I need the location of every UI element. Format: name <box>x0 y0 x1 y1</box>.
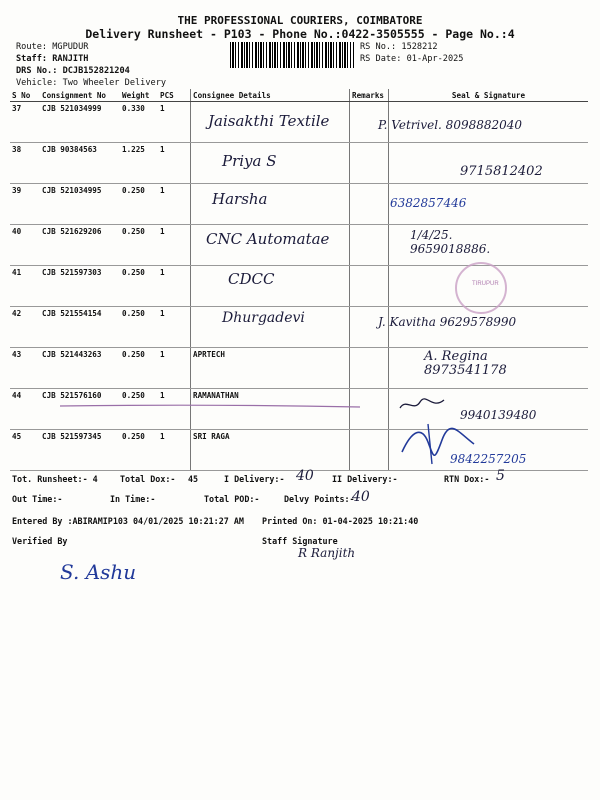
verified-by: Verified By <box>12 536 68 546</box>
cell-consignment-no: CJB 521554154 <box>40 307 120 348</box>
cell-sno: 45 <box>10 430 40 471</box>
rs-no: RS No.: 1528212 <box>360 42 438 52</box>
col-seal: Seal & Signature <box>389 89 589 102</box>
cell-consignment-no: CJB 521443263 <box>40 348 120 389</box>
cell-remarks <box>350 266 389 307</box>
seal-stamp-text: TIRUPUR <box>472 281 499 287</box>
cell-weight: 0.250 <box>120 348 158 389</box>
hand-sig-37: P. Vetrivel. 8098882040 <box>378 118 523 132</box>
staff: Staff: RANJITH <box>16 54 89 64</box>
cell-remarks <box>350 389 389 430</box>
hand-sig-42: J. Kavitha 9629578990 <box>378 315 517 329</box>
signature-scribble-44 <box>398 396 448 414</box>
cell-sno: 37 <box>10 102 40 143</box>
col-sno: S No <box>10 89 40 102</box>
table-row <box>10 184 588 225</box>
cell-weight: 0.250 <box>120 184 158 225</box>
cell-sno: 38 <box>10 143 40 184</box>
ii-delivery-label: II Delivery:- <box>332 474 398 484</box>
total-pod: Total POD:- <box>204 494 260 504</box>
cell-pcs: 1 <box>158 102 191 143</box>
company-title: THE PROFESSIONAL COURIERS, COIMBATORE <box>177 14 423 27</box>
cell-remarks <box>350 184 389 225</box>
runsheet-subtitle: Delivery Runsheet - P103 - Phone No.:0422-3505555 - Page No.:4 <box>85 27 515 41</box>
delvy-points-value: 40 <box>352 489 370 505</box>
cell-weight: 1.225 <box>120 143 158 184</box>
cell-consignment-no: CJB 90384563 <box>40 143 120 184</box>
staff-signature-hand: R Ranjith <box>298 546 356 560</box>
col-pcs: PCS <box>158 89 191 102</box>
delvy-points-label: Delvy Points:- <box>284 494 355 504</box>
drs-no: DRS No.: DCJB152821204 <box>16 66 130 76</box>
verified-signature-hand: S. Ashu <box>60 560 137 584</box>
hand-consignee-42: Dhurgadevi <box>222 310 305 326</box>
cell-pcs: 1 <box>158 266 191 307</box>
out-time: Out Time:- <box>12 494 63 504</box>
cell-pcs: 1 <box>158 389 191 430</box>
cell-consignee: APRTECH <box>191 348 350 389</box>
table-header <box>10 89 588 102</box>
cell-consignment-no: CJB 521576160 <box>40 389 120 430</box>
cell-remarks <box>350 430 389 471</box>
cell-sno: 40 <box>10 225 40 266</box>
i-delivery-label: I Delivery:- <box>224 474 285 484</box>
entered-by: Entered By :ABIRAMIP103 04/01/2025 10:21:27 AM <box>12 516 244 526</box>
rtn-dox-label: RTN Dox:- <box>444 474 490 484</box>
hand-sig-45: 9842257205 <box>450 452 527 466</box>
cell-sno: 41 <box>10 266 40 307</box>
cell-remarks <box>350 225 389 266</box>
cell-pcs: 1 <box>158 143 191 184</box>
cell-consignment-no: CJB 521629206 <box>40 225 120 266</box>
hand-consignee-39: Harsha <box>212 190 268 208</box>
cell-consignment-no: CJB 521597303 <box>40 266 120 307</box>
i-delivery-value: 40 <box>296 468 314 484</box>
hand-sig-38: 9715812402 <box>460 164 543 179</box>
tot-runsheet: Tot. Runsheet:- 4 <box>12 474 98 484</box>
rs-block <box>360 41 463 65</box>
cell-sno: 39 <box>10 184 40 225</box>
cell-consignment-no: CJB 521034995 <box>40 184 120 225</box>
route: Route: MGPUDUR <box>16 42 89 52</box>
hand-sig-44: 9940139480 <box>460 408 537 422</box>
cell-consignment-no: CJB 521034999 <box>40 102 120 143</box>
cell-weight: 0.250 <box>120 389 158 430</box>
cell-sno: 43 <box>10 348 40 389</box>
signature-scribble-45 <box>398 422 478 466</box>
rs-date: RS Date: 01-Apr-2025 <box>360 54 464 64</box>
staff-signature-label: Staff Signature <box>262 536 338 546</box>
cell-pcs: 1 <box>158 307 191 348</box>
cell-sno: 44 <box>10 389 40 430</box>
cell-consignment-no: CJB 521597345 <box>40 430 120 471</box>
strike-line-44 <box>60 404 360 408</box>
hand-consignee-38: Priya S <box>222 152 277 170</box>
cell-weight: 0.250 <box>120 266 158 307</box>
hand-consignee-37: Jaisakthi Textile <box>208 112 330 130</box>
cell-remarks <box>350 348 389 389</box>
col-weight: Weight <box>120 89 158 102</box>
cell-remarks <box>350 143 389 184</box>
cell-weight: 0.250 <box>120 430 158 471</box>
hand-consignee-40: CNC Automatae <box>206 230 330 248</box>
total-dox-value: 45 <box>188 474 199 484</box>
cell-pcs: 1 <box>158 184 191 225</box>
route-block <box>16 41 166 89</box>
rtn-dox-value: 5 <box>496 468 505 484</box>
seal-stamp <box>455 262 507 314</box>
total-dox-label: Total Dox:- <box>120 474 176 484</box>
cell-weight: 0.250 <box>120 225 158 266</box>
cell-pcs: 1 <box>158 348 191 389</box>
in-time: In Time:- <box>110 494 156 504</box>
cell-weight: 0.250 <box>120 307 158 348</box>
barcode <box>230 42 354 68</box>
col-consignee: Consignee Details <box>191 89 350 102</box>
cell-pcs: 1 <box>158 225 191 266</box>
cell-consignee: RAMANATHAN <box>191 389 350 430</box>
cell-sno: 42 <box>10 307 40 348</box>
hand-consignee-41: CDCC <box>228 270 275 288</box>
hand-sig-43: A. Regina 8973541178 <box>424 349 507 378</box>
cell-pcs: 1 <box>158 430 191 471</box>
printed-on: Printed On: 01-04-2025 10:21:40 <box>262 516 419 526</box>
col-consignment: Consignment No <box>40 89 120 102</box>
hand-sig-39: 6382857446 <box>390 196 467 210</box>
cell-weight: 0.330 <box>120 102 158 143</box>
vehicle: Vehicle: Two Wheeler Delivery <box>16 78 167 88</box>
hand-sig-40: 1/4/25. 9659018886. <box>410 228 491 256</box>
cell-consignee: SRI RAGA <box>191 430 350 471</box>
col-remarks: Remarks <box>350 89 389 102</box>
